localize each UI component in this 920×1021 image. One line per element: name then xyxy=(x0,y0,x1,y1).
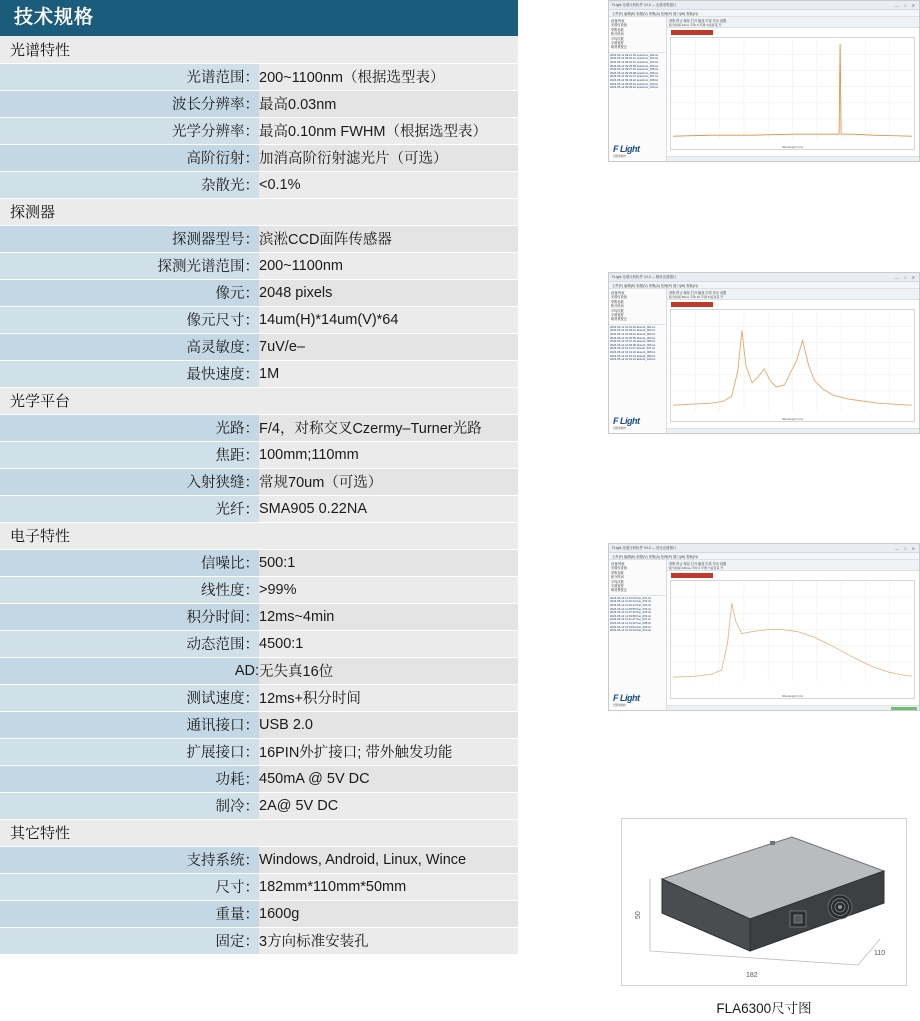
spec-value: 200~1100nm（根据选型表） xyxy=(259,63,518,90)
sw1-menu-items[interactable]: 文件(F) 编辑(E) 视图(V) 采集(A) 处理(P) 窗口(W) 帮助(H) xyxy=(612,12,698,16)
list-item[interactable]: 2023-05-12 11:07:32 fluo_005.txt xyxy=(610,611,652,615)
sw1-titlebar xyxy=(609,1,919,10)
sw2-tree-item[interactable]: 平均次数 xyxy=(611,308,624,313)
spec-section-title: 电子特性 xyxy=(0,522,518,549)
spec-value: 182mm*110mm*50mm xyxy=(259,873,518,900)
sw2-plot-area xyxy=(667,289,919,433)
table-row xyxy=(0,171,518,198)
spec-label: 扩展接口： xyxy=(0,738,259,765)
spec-value: 12ms+积分时间 xyxy=(259,684,518,711)
list-item[interactable]: 2023-05-12 09:33:22 spectrum_008.txt xyxy=(610,79,659,82)
sw2-status-indicator xyxy=(671,302,713,307)
sw3-tree-item[interactable]: 采集参数 xyxy=(611,570,624,575)
sw3-statusbar xyxy=(667,705,919,710)
sw3-tree-item[interactable]: 平滑宽度 xyxy=(611,584,624,589)
spec-label: 杂散光： xyxy=(0,171,259,198)
sw1-toolbar[interactable] xyxy=(667,17,919,28)
sw2-logo-subtitle: 光谱分析软件 xyxy=(613,427,626,430)
sw2-window-title: FLight 光谱分析软件 V3.0 — 吸收光谱窗口 xyxy=(612,275,677,279)
table-row xyxy=(0,738,518,765)
list-item[interactable]: 2023-05-12 09:24:10 spectrum_003.txt xyxy=(610,61,659,65)
spec-label: 高灵敏度： xyxy=(0,333,259,360)
sw3-spectrum-curve xyxy=(671,581,914,682)
table-row xyxy=(0,711,518,738)
sw1-tree-item[interactable]: 平滑宽度 xyxy=(611,41,624,46)
spec-section-header xyxy=(0,522,518,549)
sw3-menu-items[interactable]: 文件(F) 编辑(E) 视图(V) 采集(A) 处理(P) 窗口(W) 帮助(H) xyxy=(612,555,698,559)
spec-value: >99% xyxy=(259,576,518,603)
list-item[interactable]: 2023-05-12 11:11:47 fluo_007.txt xyxy=(610,618,651,622)
spec-label: 测试速度： xyxy=(0,684,259,711)
spec-value: SMA905 0.22NA xyxy=(259,495,518,522)
sw3-toolbar-params[interactable]: 积分时间 100ms 平均 3 平滑 7 暗背景 开 xyxy=(669,566,724,570)
spec-section-header xyxy=(0,819,518,846)
spec-value: 常规70um（可选） xyxy=(259,468,518,495)
sw2-x-axis-title: Wavelength (nm) xyxy=(781,417,804,421)
sw3-status-indicator xyxy=(671,573,713,578)
software-screenshot-3 xyxy=(608,543,920,711)
sw3-progress-indicator xyxy=(891,707,917,710)
sw1-logo xyxy=(613,144,640,158)
table-row xyxy=(0,360,518,387)
spec-label: 像元： xyxy=(0,279,259,306)
sw3-logo xyxy=(613,693,640,707)
sw2-sidebar xyxy=(609,289,667,433)
spec-value: 滨淞CCD面阵传感器 xyxy=(259,225,518,252)
table-row xyxy=(0,414,518,441)
spec-section-title: 探测器 xyxy=(0,198,518,225)
sw2-file-list[interactable] xyxy=(609,324,666,362)
list-item[interactable]: 2023-05-12 10:02:41 absorb_002.txt xyxy=(610,329,656,333)
page-title: 技术规格 xyxy=(0,0,518,36)
table-row xyxy=(0,252,518,279)
sw1-toolbar-params[interactable]: 积分时间 12ms 平均 5 平滑 3 暗背景 开 xyxy=(669,23,722,27)
table-row xyxy=(0,927,518,954)
sw1-file-list[interactable] xyxy=(609,52,666,90)
sw3-x-axis-title: Wavelength (nm) xyxy=(781,694,804,698)
spec-label: 功耗： xyxy=(0,765,259,792)
sw1-x-axis-title: Wavelength (nm) xyxy=(781,145,804,149)
spec-value: F/4，对称交叉Czermy–Turner光路 xyxy=(259,414,518,441)
sw2-toolbar-params[interactable]: 积分时间 50ms 平均 10 平滑 5 暗背景 开 xyxy=(669,295,724,299)
sw3-tree-item[interactable]: 光谱仪设备 xyxy=(611,566,627,571)
software-screenshot-2 xyxy=(608,272,920,434)
spec-value: 1600g xyxy=(259,900,518,927)
table-row xyxy=(0,468,518,495)
sw1-tree-header: 设备列表 xyxy=(611,19,625,23)
sw1-statusbar xyxy=(667,156,919,161)
spec-label: 光纤： xyxy=(0,495,259,522)
spec-label: 入射狭缝： xyxy=(0,468,259,495)
screenshots-column xyxy=(608,0,920,1021)
list-item[interactable]: 2023-05-12 11:01:03 fluo_001.txt xyxy=(610,596,652,600)
sw2-tree-header: 设备列表 xyxy=(611,291,625,295)
table-row xyxy=(0,765,518,792)
spec-label: 焦距： xyxy=(0,441,259,468)
sw2-menubar[interactable] xyxy=(609,282,919,289)
spec-label: 尺寸： xyxy=(0,873,259,900)
spec-value: 加消高阶衍射滤光片（可选） xyxy=(259,144,518,171)
sw3-spectrum-plot xyxy=(670,580,915,699)
sw1-window-controls[interactable]: — □ ✕ xyxy=(895,3,917,8)
spec-label: 通讯接口： xyxy=(0,711,259,738)
dim-width-label: 110 xyxy=(874,950,886,957)
spec-label: 线性度： xyxy=(0,576,259,603)
sw2-spectrum-curve xyxy=(671,310,914,411)
list-item[interactable]: 2023-05-12 11:05:55 fluo_004.txt xyxy=(610,607,652,611)
spec-value: 2A@ 5V DC xyxy=(259,792,518,819)
spec-section-title: 其它特性 xyxy=(0,819,518,846)
list-item[interactable]: 2023-05-12 09:31:47 spectrum_007.txt xyxy=(610,75,659,79)
sw1-device-tree[interactable] xyxy=(609,17,666,50)
spec-value: 最高0.03nm xyxy=(259,90,518,117)
sw1-sidebar xyxy=(609,17,667,161)
table-row xyxy=(0,441,518,468)
table-row xyxy=(0,576,518,603)
sw2-logo xyxy=(613,416,640,430)
table-row xyxy=(0,333,518,360)
sw2-tree-item[interactable]: 积分时间 xyxy=(611,304,624,309)
sw2-device-tree[interactable] xyxy=(609,289,666,322)
spec-table xyxy=(0,36,518,955)
spec-label: 固定： xyxy=(0,927,259,954)
spec-label: AD: xyxy=(0,657,259,684)
spec-label: 探测光谱范围： xyxy=(0,252,259,279)
sw2-logo-text: F Light xyxy=(613,416,640,426)
list-item[interactable]: 2023-05-12 10:16:44 absorb_010.txt xyxy=(610,358,656,362)
table-row xyxy=(0,306,518,333)
spec-value: <0.1% xyxy=(259,171,518,198)
sw1-tree-item[interactable]: 平均次数 xyxy=(611,36,624,41)
sw2-toolbar[interactable] xyxy=(667,289,919,300)
table-row xyxy=(0,684,518,711)
sw1-window-title: FLight 光谱分析软件 V3.0 — 光谱采集窗口 xyxy=(612,3,677,7)
sw1-status-indicator xyxy=(671,30,713,35)
sw3-window-title: FLight 光谱分析软件 V3.0 — 荧光光谱窗口 xyxy=(612,546,677,550)
spec-label: 制冷： xyxy=(0,792,259,819)
sw3-plot-area xyxy=(667,560,919,710)
spec-value: 3方向标准安装孔 xyxy=(259,927,518,954)
table-row xyxy=(0,144,518,171)
list-item[interactable]: 2023-05-12 11:16:44 fluo_010.txt xyxy=(610,629,652,633)
spec-section-header xyxy=(0,198,518,225)
spec-section-title: 光学平台 xyxy=(0,387,518,414)
list-item[interactable]: 2023-05-12 09:29:08 spectrum_006.txt xyxy=(610,71,659,75)
list-item[interactable]: 2023-05-12 10:13:22 absorb_008.txt xyxy=(610,351,656,354)
dim-length-label: 182 xyxy=(746,972,758,979)
sw1-spectrum-curve xyxy=(671,38,914,139)
table-row xyxy=(0,900,518,927)
list-item[interactable]: 2023-05-12 11:09:08 fluo_006.txt xyxy=(610,614,652,618)
product-3d-drawing xyxy=(622,819,906,985)
sw2-titlebar xyxy=(609,273,919,282)
table-row xyxy=(0,873,518,900)
sw2-toolbar-buttons[interactable]: 采集 停止 保存 打开 缩放 归零 导出 设置 xyxy=(669,291,727,295)
sw2-statusbar xyxy=(667,428,919,433)
spec-label: 重量： xyxy=(0,900,259,927)
list-item[interactable]: 2023-05-12 10:07:32 absorb_005.txt xyxy=(610,340,656,344)
spec-label: 支持系统： xyxy=(0,846,259,873)
sw3-tree-item[interactable]: 平均次数 xyxy=(611,579,624,584)
list-item[interactable]: 2023-05-12 09:22:41 spectrum_002.txt xyxy=(610,57,659,61)
sw1-tree-item[interactable]: 采集参数 xyxy=(611,27,624,32)
sw2-window-controls[interactable]: — □ ✕ xyxy=(895,275,917,280)
sw2-tree-item[interactable]: 平滑宽度 xyxy=(611,313,624,318)
software-screenshot-1 xyxy=(608,0,920,162)
table-row xyxy=(0,279,518,306)
list-item[interactable]: 2023-05-12 09:35:01 spectrum_009.txt xyxy=(610,82,659,86)
table-row xyxy=(0,63,518,90)
sw3-tree-header: 设备列表 xyxy=(611,562,625,566)
spec-label: 像元尺寸： xyxy=(0,306,259,333)
sw3-titlebar xyxy=(609,544,919,553)
spec-label: 最快速度： xyxy=(0,360,259,387)
spec-label: 动态范围： xyxy=(0,630,259,657)
list-item[interactable]: 2023-05-12 10:01:03 absorb_001.txt xyxy=(610,325,656,329)
list-item[interactable]: 2023-05-12 09:27:32 spectrum_005.txt xyxy=(610,68,659,72)
spec-value: 16PIN外扩接口; 带外触发功能 xyxy=(259,738,518,765)
spec-value: USB 2.0 xyxy=(259,711,518,738)
sw1-logo-text: F Light xyxy=(613,144,640,154)
table-row xyxy=(0,549,518,576)
sw3-toolbar-buttons[interactable]: 采集 停止 保存 打开 缩放 归零 导出 设置 xyxy=(669,562,727,566)
sw1-logo-subtitle: 光谱分析软件 xyxy=(613,155,626,158)
spec-section-header xyxy=(0,387,518,414)
list-item[interactable]: 2023-05-12 10:05:55 absorb_004.txt xyxy=(610,336,656,340)
table-row xyxy=(0,657,518,684)
spec-value: 7uV/e– xyxy=(259,333,518,360)
sw3-toolbar[interactable] xyxy=(667,560,919,571)
list-item[interactable]: 2023-05-12 11:13:22 fluo_008.txt xyxy=(610,622,652,625)
spec-value: 2048 pixels xyxy=(259,279,518,306)
spec-value: 无失真16位 xyxy=(259,657,518,684)
table-row xyxy=(0,90,518,117)
spec-value: 12ms~4min xyxy=(259,603,518,630)
spec-label: 探测器型号： xyxy=(0,225,259,252)
sw3-menubar[interactable] xyxy=(609,553,919,560)
table-row xyxy=(0,792,518,819)
sw3-body xyxy=(609,560,919,710)
list-item[interactable]: 2023-05-12 10:11:47 absorb_007.txt xyxy=(610,347,656,351)
spec-value: 最高0.10nm FWHM（根据选型表） xyxy=(259,117,518,144)
sw1-tree-item[interactable]: 光谱仪设备 xyxy=(611,23,627,28)
sw3-device-tree[interactable] xyxy=(609,560,666,593)
spec-value: 1M xyxy=(259,360,518,387)
table-row xyxy=(0,225,518,252)
list-item[interactable]: 2023-05-12 10:09:08 absorb_006.txt xyxy=(610,343,656,347)
list-item[interactable]: 2023-05-12 09:25:55 spectrum_004.txt xyxy=(610,64,659,68)
sw1-menubar[interactable] xyxy=(609,10,919,17)
sw2-menu-items[interactable]: 文件(F) 编辑(E) 视图(V) 采集(A) 处理(P) 窗口(W) 帮助(H) xyxy=(612,284,698,288)
sw3-logo-text: F Light xyxy=(613,693,640,703)
spec-value: 450mA @ 5V DC xyxy=(259,765,518,792)
sw2-body xyxy=(609,289,919,433)
spec-label: 光学分辨率： xyxy=(0,117,259,144)
table-row xyxy=(0,630,518,657)
table-row xyxy=(0,117,518,144)
list-item[interactable]: 2023-05-12 10:15:01 absorb_009.txt xyxy=(610,354,656,358)
spec-value: 200~1100nm xyxy=(259,252,518,279)
sw1-toolbar-buttons[interactable]: 采集 停止 保存 打开 缩放 归零 导出 设置 xyxy=(669,19,727,23)
list-item[interactable]: 2023-05-12 09:21:03 spectrum_001.txt xyxy=(610,53,659,57)
product-dimension-image xyxy=(621,818,907,986)
sw2-tree-item[interactable]: 光谱仪设备 xyxy=(611,295,627,300)
table-row xyxy=(0,603,518,630)
spec-value: Windows, Android, Linux, Wince xyxy=(259,846,518,873)
list-item[interactable]: 2023-05-12 11:02:41 fluo_002.txt xyxy=(610,600,652,604)
sw3-file-list[interactable] xyxy=(609,595,666,633)
spec-label: 积分时间： xyxy=(0,603,259,630)
product-image-caption: FLA6300尺寸图 xyxy=(716,1001,812,1016)
sw1-spectrum-plot xyxy=(670,37,915,150)
spec-label: 光路： xyxy=(0,414,259,441)
table-row xyxy=(0,495,518,522)
sw2-tree-item[interactable]: 暗背景校正 xyxy=(611,317,627,322)
sw3-logo-subtitle: 光谱分析软件 xyxy=(613,704,626,707)
table-row xyxy=(0,846,518,873)
spec-section-header xyxy=(0,36,518,63)
sw3-tree-item[interactable]: 积分时间 xyxy=(611,575,624,580)
sw1-plot-area xyxy=(667,17,919,161)
spec-label: 信噪比： xyxy=(0,549,259,576)
sw3-window-controls[interactable]: — □ ✕ xyxy=(895,546,917,551)
spec-label: 波长分辨率： xyxy=(0,90,259,117)
spec-value: 14um(H)*14um(V)*64 xyxy=(259,306,518,333)
spec-section-title: 光谱特性 xyxy=(0,36,518,63)
sw2-spectrum-plot xyxy=(670,309,915,422)
spec-value: 500:1 xyxy=(259,549,518,576)
sw3-tree-item[interactable]: 暗背景校正 xyxy=(611,588,627,593)
sw1-tree-item[interactable]: 暗背景校正 xyxy=(611,45,627,50)
sw2-tree-item[interactable]: 采集参数 xyxy=(611,299,624,304)
list-item[interactable]: 2023-05-12 11:15:01 fluo_009.txt xyxy=(610,625,652,629)
list-item[interactable]: 2023-05-12 10:04:10 absorb_003.txt xyxy=(610,333,656,337)
spec-value: 100mm;110mm xyxy=(259,441,518,468)
list-item[interactable]: 2023-05-12 11:04:10 fluo_003.txt xyxy=(610,604,652,608)
spec-label: 光谱范围： xyxy=(0,63,259,90)
sw1-body xyxy=(609,17,919,161)
sw3-sidebar xyxy=(609,560,667,710)
dim-height-label: 50 xyxy=(635,911,642,919)
sw1-tree-item[interactable]: 积分时间 xyxy=(611,32,624,37)
spec-value: 4500:1 xyxy=(259,630,518,657)
list-item[interactable]: 2023-05-12 09:36:44 spectrum_010.txt xyxy=(610,86,659,90)
spec-label: 高阶衍射： xyxy=(0,144,259,171)
